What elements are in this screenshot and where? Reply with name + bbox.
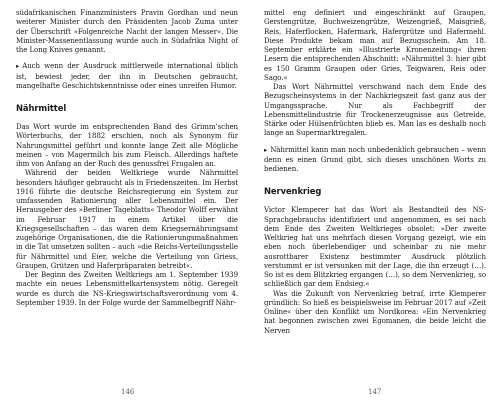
right-note xyxy=(264,145,486,174)
left-note xyxy=(16,61,238,90)
arrow-right-icon: ▸ xyxy=(16,62,20,71)
left-paragraph-4: Der Beginn des Zweiten Weltkriegs am 1. September 1939 machte ein neues Lebensmittelkartensystem nötig. Geregelt wurde es durch die NS-Kriegswirtschaftsverordnung vom 4. September 1939. In der Folge wurde der Sammelbegriff Nähr- xyxy=(16,270,238,307)
left-note-text: Auch wenn der Ausdruck mittlerweile international üblich ist, bewiest jeder, der ihn in Deutschen gebraucht, mangelhafte Geschichtskenntnisse oder eines unreifen Humor. xyxy=(16,61,238,90)
right-paragraph-3: Victor Klemperer hat das Wort als Bestandteil des NS-Sprachgebrauchs identifiziert und angenommen, es sei nach dem Ende des Zweiten Weltkrieges obsolet: »Der zweite Weltkrieg hat uns mehrfach diesen Vorgang gezeigt, wie ein eben noch überlebendiger und scheinbar zu nie mehr ausrottbarer Existenz bestimmter Ausdruck plötzlich verstummt er ist versunken mit der Lage, die ihn erzeugt (…). So ist es dem Blitzkrieg ergangen (…), so dem Nervenkrieg, so schließlich gar dem Endsieg.« xyxy=(264,205,486,289)
left-paragraph-2: Das Wort wurde im entsprechenden Band des Grimm’schen Wörterbuchs, der 1882 erschien, noch als Synonym für Nahrungsmittel geführt und konnte lange Zeit alle Mögliche meinen – von Magermilch bis zum Fleisch. Allerdings haftete ihm von Anfang an der Ruch des genussfrei Frugalen an. xyxy=(16,122,238,168)
page-number-right: 147 xyxy=(368,388,382,396)
section-heading-naehrmittel: Nährmittel xyxy=(16,103,67,113)
section-heading-nervenkrieg: Nervenkrieg xyxy=(264,186,322,197)
right-paragraph-1: mittel eng definiert und eingeschränkt auf Graupen, Gerstengrütze, Buchweizengrütze, Weizengrieß, Maisgrieß, Reis, Haferflocken, Hafermark, Hafergrütze und Hafermehl. Diese Produkte bekam man auf Bezugsschein. Am 18. September erklärte ein »Illustrierte Kronenzeitung« ihren Lesern die entsprechenden Abschnitt: »Nährmittel 3: hier gibt es 150 Gramm Graupen oder Gries, Teigwaren, Reis oder Sago.« xyxy=(264,8,486,82)
page-number-left: 146 xyxy=(121,388,135,396)
left-paragraph-3: Während der beiden Weltkriege wurde Nährmittel besonders häufiger gebraucht als in Friedenszeiten. Im Herbst 1916 führte die deutsche Reichsregierung ein System zur umfassenden Rationierung aller Lebensmittel ein. Der Herausgeber des »Berliner Tageblatts« Theodor Wolff erwähnt im Februar 1917 in einem Artikel über die Kriegsgesellschaften – das waren dem Kriegsernährungsamt zugehörige Organisationen, die die Rationierungsmaßnahmen in die Tat umsetzen sollten – auch »die Reichs-Verteilungsstelle für Nährmittel und Eier, welche die Verteilung von Griess, Graupen, Grützen und Haferpräparaten betreibt«. xyxy=(16,168,238,270)
right-paragraph-4: Was die Zukunft von Nervenkrieg betraf, irrte Klemperer gründlich: So hieß es beispielsweise im Februar 2017 auf »Zeit Online« über den Konflikt um Nordkorea: »Ein Nervenkrieg hat begonnen zwischen zwei Egomanen, die beide leicht die Nerven xyxy=(264,288,486,335)
arrow-right-icon: ▸ xyxy=(264,145,268,154)
right-paragraph-2: Das Wort Nährmittel verschwand nach dem Ende des Bezugscheinsystems in der Nachkriegszeit fast ganz aus der Umgangssprache. Nur als Fachbegriff der Lebensmittelindustrie für Trockenerzeugnisse aus Getreide, Stärke oder Hülsenfrüchten blieb es. Man las es deshalb noch lange an Supermarktregalen. xyxy=(264,82,486,138)
left-paragraph-1: südafrikanischen Finanzministers Pravin Gordhan und neun weiterer Minister durch den Präsidenten Jacob Zuma unter der Überschrift »Folgenreiche Nacht der langen Messer«. Die Minister-Massenentlassung wurde auch in Südafrika Night of the Long Knives genannt. xyxy=(16,8,238,54)
right-note-text: Nährmittel kann man noch unbedenklich gebrauchen – wenn denn es einen Grund gibt, sich dieses unschönen Worts zu bedienen. xyxy=(264,144,486,173)
left-page xyxy=(16,8,238,307)
right-page xyxy=(264,8,486,335)
